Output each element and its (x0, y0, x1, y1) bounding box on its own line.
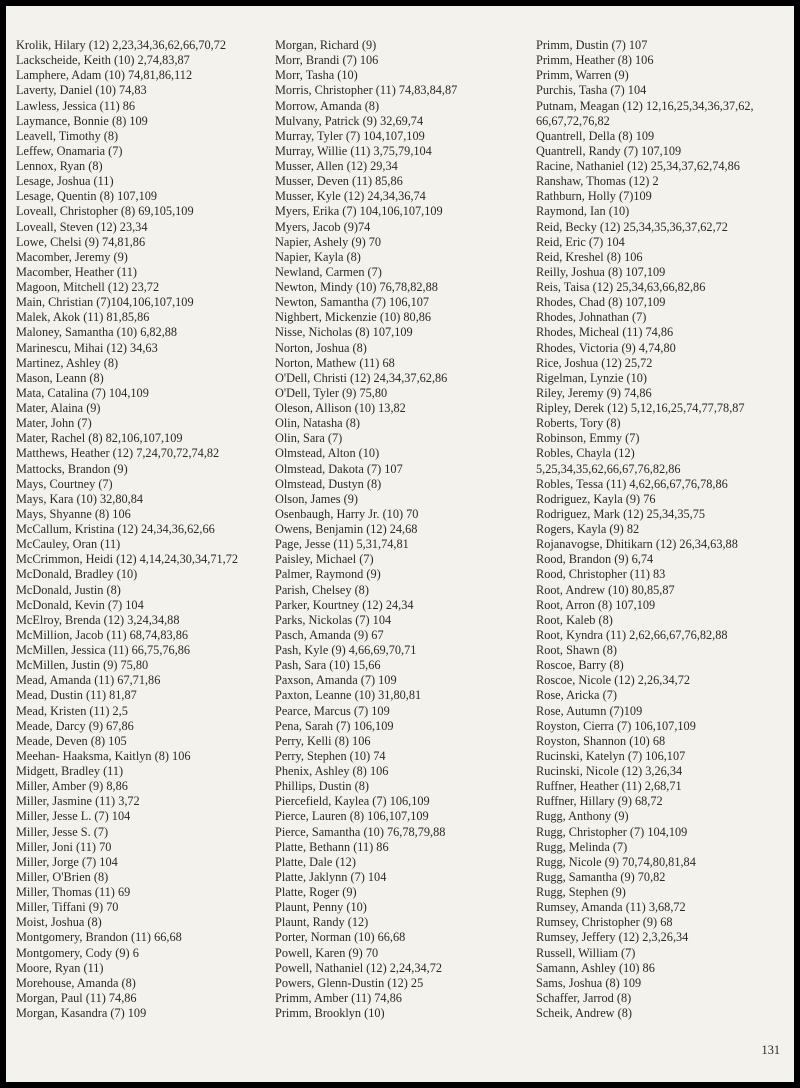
index-entry: Roberts, Tory (8) (536, 416, 621, 431)
index-entry: Napier, Kayla (8) (275, 249, 361, 264)
index-entry: Ranshaw, Thomas (12) 2 (536, 174, 659, 189)
index-entry: Olson, James (9) (275, 491, 358, 506)
index-entry: Page, Jesse (11) 5,31,74,81 (275, 537, 409, 552)
index-entry: Mater, John (7) (16, 416, 92, 431)
index-entry: Rodriguez, Mark (12) 25,34,35,75 (536, 506, 706, 521)
index-entry: McCauley, Oran (11) (16, 537, 121, 552)
index-entry: Meehan- Haaksma, Kaitlyn (8) 106 (16, 748, 191, 763)
index-entry: Morr, Tasha (10) (275, 68, 358, 83)
index-entry: Palmer, Raymond (9) (275, 567, 381, 582)
index-entry: Main, Christian (7)104,106,107,109 (16, 295, 194, 310)
index-entry: O'Dell, Tyler (9) 75,80 (275, 385, 388, 400)
index-entry: Montgomery, Cody (9) 6 (16, 945, 139, 960)
index-entry: Morgan, Richard (9) (275, 38, 377, 52)
index-entry: Miller, Thomas (11) 69 (16, 885, 131, 899)
index-entry: Rood, Brandon (9) 6,74 (536, 552, 654, 567)
index-entry: Plaunt, Randy (12) (275, 915, 369, 930)
index-entry: Rumsey, Amanda (11) 3,68,72 (536, 900, 686, 915)
index-entry: Musser, Deven (11) 85,86 (275, 174, 403, 189)
index-entry: Mater, Alaina (9) (16, 401, 101, 415)
index-entry: McDonald, Kevin (7) 104 (16, 597, 144, 612)
index-entry: Paisley, Michael (7) (275, 552, 374, 567)
index-entry: Pasch, Amanda (9) 67 (275, 627, 384, 642)
index-entry: Platte, Bethann (11) 86 (275, 839, 389, 854)
index-entry: Powell, Nathaniel (12) 2,24,34,72 (275, 960, 443, 975)
index-entry: Samann, Ashley (10) 86 (536, 960, 655, 975)
index-entry: Primm, Heather (8) 106 (536, 53, 654, 68)
index-entry: 66,67,72,76,82 (536, 113, 610, 128)
index-entry: Macomber, Heather (11) (16, 264, 137, 279)
index-entry: Musser, Allen (12) 29,34 (275, 159, 398, 173)
index-entry: McCallum, Kristina (12) 24,34,36,62,66 (16, 522, 215, 536)
index-entry: Pash, Kyle (9) 4,66,69,70,71 (275, 643, 417, 657)
index-entry: Pena, Sarah (7) 106,109 (275, 718, 394, 733)
index-entry: Meade, Darcy (9) 67,86 (16, 718, 134, 733)
index-entry: Miller, Jorge (7) 104 (16, 854, 118, 869)
index-entry: Roscoe, Nicole (12) 2,26,34,72 (536, 673, 691, 688)
index-entry: Quantrell, Della (8) 109 (536, 128, 655, 143)
index-entry: Ruffner, Hillary (9) 68,72 (536, 794, 663, 809)
index-entry: Platte, Roger (9) (275, 885, 357, 899)
index-entry: Rugg, Christopher (7) 104,109 (536, 824, 688, 839)
index-entry: Olmstead, Dustyn (8) (275, 476, 382, 491)
index-entry: Mason, Leann (8) (16, 370, 104, 385)
index-entry: Morgan, Paul (11) 74,86 (16, 990, 137, 1005)
index-entry: Moist, Joshua (8) (16, 915, 102, 930)
index-entry: Rodriguez, Kayla (9) 76 (536, 491, 656, 506)
index-entry: Phenix, Ashley (8) 106 (275, 764, 389, 778)
index-column-3 (536, 38, 754, 1021)
index-entry: Robles, Tessa (11) 4,62,66,67,76,78,86 (536, 476, 728, 491)
index-entry: Nighbert, Mickenzie (10) 80,86 (275, 310, 432, 325)
index-entry: Meade, Deven (8) 105 (16, 733, 127, 748)
index-entry: Rucinski, Katelyn (7) 106,107 (536, 748, 686, 763)
index-entry: Lennox, Ryan (8) (16, 159, 103, 173)
index-entry: Lackscheide, Keith (10) 2,74,83,87 (16, 53, 190, 68)
index-entry: Olin, Natasha (8) (275, 416, 361, 431)
index-entry: Maloney, Samantha (10) 6,82,88 (16, 325, 178, 340)
index-entry: McDonald, Justin (8) (16, 582, 121, 597)
index-entry: Myers, Jacob (9)74 (275, 219, 371, 234)
index-entry: Macomber, Jeremy (9) (16, 249, 128, 264)
index-entry: Morrow, Amanda (8) (275, 98, 380, 113)
index-entry: Plaunt, Penny (10) (275, 900, 367, 915)
index-entry: Reid, Eric (7) 104 (536, 234, 625, 249)
index-entry: Ripley, Derek (12) 5,12,16,25,74,77,78,87 (536, 401, 745, 415)
index-entry: Loveall, Steven (12) 23,34 (16, 219, 148, 234)
index-entry: Root, Kyndra (11) 2,62,66,67,76,82,88 (536, 627, 728, 642)
index-entry: Mead, Kristen (11) 2,5 (16, 703, 128, 718)
index-entry: Primm, Amber (11) 74,86 (275, 990, 402, 1005)
index-entry: Racine, Nathaniel (12) 25,34,37,62,74,86 (536, 159, 740, 173)
index-entry: Rathburn, Holly (7)109 (536, 189, 652, 204)
index-entry: Mays, Courtney (7) (16, 476, 113, 491)
index-entry: Lesage, Quentin (8) 107,109 (16, 189, 158, 204)
index-entry: Lamphere, Adam (10) 74,81,86,112 (16, 68, 193, 83)
index-entry: Purchis, Tasha (7) 104 (536, 83, 647, 98)
index-entry: Morehouse, Amanda (8) (16, 975, 136, 990)
index-entry: Rigelman, Lynzie (10) (536, 370, 647, 385)
index-entry: Morris, Christopher (11) 74,83,84,87 (275, 83, 458, 98)
index-entry: Piercefield, Kaylea (7) 106,109 (275, 794, 430, 809)
index-entry: Powers, Glenn-Dustin (12) 25 (275, 975, 424, 990)
index-entry: Matthews, Heather (12) 7,24,70,72,74,82 (16, 446, 220, 461)
index-entry: Parish, Chelsey (8) (275, 582, 369, 597)
index-entry: Perry, Stephen (10) 74 (275, 748, 386, 763)
index-entry: Olmstead, Alton (10) (275, 446, 380, 461)
index-entry: Lesage, Joshua (11) (16, 174, 114, 189)
index-entry: Mata, Catalina (7) 104,109 (16, 385, 149, 400)
index-entry: Reis, Taisa (12) 25,34,63,66,82,86 (536, 280, 706, 294)
index-entry: Royston, Cierra (7) 106,107,109 (536, 718, 696, 733)
index-entry: Mead, Dustin (11) 81,87 (16, 688, 137, 703)
index-entry: Miller, Jesse S. (7) (16, 824, 109, 839)
index-entry: Schaffer, Jarrod (8) (536, 990, 632, 1005)
index-entry: Marinescu, Mihai (12) 34,63 (16, 340, 158, 355)
index-entry: Perry, Kelli (8) 106 (275, 733, 371, 748)
index-entry: Midgett, Bradley (11) (16, 764, 124, 778)
index-entry: Myers, Erika (7) 104,106,107,109 (275, 204, 443, 219)
index-column-2 (275, 38, 457, 1021)
index-entry: Rugg, Melinda (7) (536, 839, 628, 854)
index-entry: Putnam, Meagan (12) 12,16,25,34,36,37,62, (536, 98, 754, 113)
index-entry: Osenbaugh, Harry Jr. (10) 70 (275, 506, 419, 521)
index-entry: Rumsey, Jeffery (12) 2,3,26,34 (536, 930, 689, 945)
index-entry: Rugg, Anthony (9) (536, 809, 629, 824)
index-entry: Russell, William (7) (536, 945, 636, 960)
page-number: 131 (761, 1043, 780, 1057)
index-entry: Root, Shawn (8) (536, 643, 617, 657)
index-entry: Morr, Brandi (7) 106 (275, 53, 379, 68)
index-entry: Mays, Shyanne (8) 106 (16, 506, 131, 521)
index-entry: Rose, Aricka (7) (536, 688, 617, 703)
index-entry: Musser, Kyle (12) 24,34,36,74 (275, 189, 426, 204)
index-entry: Phillips, Dustin (8) (275, 779, 369, 794)
index-entry: Rhodes, Victoria (9) 4,74,80 (536, 340, 676, 355)
index-entry: Montgomery, Brandon (11) 66,68 (16, 930, 182, 945)
index-entry: Rojanavogse, Dhitikarn (12) 26,34,63,88 (536, 537, 738, 552)
index-entry: Miller, Jesse L. (7) 104 (16, 809, 131, 824)
index-entry: Rugg, Stephen (9) (536, 885, 626, 899)
index-entry: Ruffner, Heather (11) 2,68,71 (536, 779, 682, 794)
index-entry: Rose, Autumn (7)109 (536, 703, 643, 718)
index-entry: Loveall, Christopher (8) 69,105,109 (16, 204, 194, 219)
index-entry: Miller, Tiffani (9) 70 (16, 900, 119, 915)
index-entry: Pearce, Marcus (7) 109 (275, 703, 390, 718)
index-entry: Reilly, Joshua (8) 107,109 (536, 264, 666, 279)
index-entry: Reid, Kreshel (8) 106 (536, 249, 643, 264)
index-entry: Scheik, Andrew (8) (536, 1006, 632, 1020)
index-entry: Platte, Jaklynn (7) 104 (275, 869, 387, 884)
index-entry: Rugg, Nicole (9) 70,74,80,81,84 (536, 854, 696, 869)
index-entry: Murray, Tyler (7) 104,107,109 (275, 128, 425, 143)
index-entry: Mattocks, Brandon (9) (16, 461, 128, 476)
index-entry: Paxton, Leanne (10) 31,80,81 (275, 688, 422, 703)
index-entry: Rhodes, Johnathan (7) (536, 310, 647, 325)
index-entry: McElroy, Brenda (12) 3,24,34,88 (16, 612, 180, 627)
index-entry: Mulvany, Patrick (9) 32,69,74 (275, 113, 424, 128)
index-entry: Magoon, Mitchell (12) 23,72 (16, 280, 160, 294)
index-entry: Krolik, Hilary (12) 2,23,34,36,62,66,70,72 (16, 38, 227, 52)
index-entry: 5,25,34,35,62,66,67,76,82,86 (536, 461, 681, 476)
index-entry: Lawless, Jessica (11) 86 (16, 98, 136, 113)
index-entry: Robinson, Emmy (7) (536, 431, 640, 446)
index-entry: Rood, Christopher (11) 83 (536, 567, 666, 582)
index-entry: Leffew, Onamaria (7) (16, 143, 123, 158)
index-entry: Newland, Carmen (7) (275, 264, 382, 279)
index-entry: Rice, Joshua (12) 25,72 (536, 355, 653, 370)
index-entry: McCrimmon, Heidi (12) 4,14,24,30,34,71,72 (16, 552, 239, 567)
index-entry: Laverty, Daniel (10) 74,83 (16, 83, 147, 98)
index-entry: Moore, Ryan (11) (16, 960, 104, 975)
index-entry: McMillen, Jessica (11) 66,75,76,86 (16, 643, 191, 657)
yearbook-index-page (6, 6, 794, 1082)
index-entry: Miller, O'Brien (8) (16, 869, 109, 884)
index-entry: Platte, Dale (12) (275, 854, 356, 869)
index-entry: Oleson, Allison (10) 13,82 (275, 401, 406, 415)
index-entry: Mead, Amanda (11) 67,71,86 (16, 673, 161, 688)
index-entry: Root, Arron (8) 107,109 (536, 597, 656, 612)
index-entry: Powell, Karen (9) 70 (275, 945, 379, 960)
index-entry: Mater, Rachel (8) 82,106,107,109 (16, 431, 183, 446)
index-entry: Root, Kaleb (8) (536, 612, 613, 627)
index-entry: Morgan, Kasandra (7) 109 (16, 1006, 147, 1020)
index-entry: Rumsey, Christopher (9) 68 (536, 915, 673, 930)
index-entry: Rhodes, Chad (8) 107,109 (536, 295, 666, 310)
index-entry: Parker, Kourtney (12) 24,34 (275, 597, 414, 612)
index-entry: Reid, Becky (12) 25,34,35,36,37,62,72 (536, 219, 728, 234)
index-entry: O'Dell, Christi (12) 24,34,37,62,86 (275, 370, 448, 385)
index-entry: Martinez, Ashley (8) (16, 355, 119, 370)
index-entry: Lowe, Chelsi (9) 74,81,86 (16, 234, 146, 249)
index-entry: Miller, Jasmine (11) 3,72 (16, 794, 140, 809)
index-entry: Raymond, Ian (10) (536, 204, 630, 219)
index-entry: Porter, Norman (10) 66,68 (275, 930, 406, 945)
index-entry: Olmstead, Dakota (7) 107 (275, 461, 403, 476)
index-entry: Owens, Benjamin (12) 24,68 (275, 522, 418, 536)
index-entry: Sams, Joshua (8) 109 (536, 975, 642, 990)
index-entry: Primm, Brooklyn (10) (275, 1006, 385, 1020)
index-entry: Pierce, Lauren (8) 106,107,109 (275, 809, 429, 824)
index-entry: Nisse, Nicholas (8) 107,109 (275, 325, 413, 340)
index-entry: Laymance, Bonnie (8) 109 (16, 113, 148, 128)
index-entry: Miller, Joni (11) 70 (16, 839, 112, 854)
index-entry: Miller, Amber (9) 8,86 (16, 779, 128, 794)
index-entry: Rugg, Samantha (9) 70,82 (536, 869, 666, 884)
index-entry: Norton, Joshua (8) (275, 340, 367, 355)
index-entry: Norton, Mathew (11) 68 (275, 355, 395, 370)
index-entry: Newton, Mindy (10) 76,78,82,88 (275, 280, 438, 294)
index-entry: Newton, Samantha (7) 106,107 (275, 295, 430, 310)
index-entry: Napier, Ashely (9) 70 (275, 234, 382, 249)
index-entry: Mays, Kara (10) 32,80,84 (16, 491, 144, 506)
index-entry: Primm, Warren (9) (536, 68, 629, 83)
index-entry: Parks, Nickolas (7) 104 (275, 612, 392, 627)
index-entry: Royston, Shannon (10) 68 (536, 733, 666, 748)
index-entry: Rucinski, Nicole (12) 3,26,34 (536, 764, 683, 778)
index-entry: Root, Andrew (10) 80,85,87 (536, 582, 675, 597)
index-entry: Quantrell, Randy (7) 107,109 (536, 143, 682, 158)
index-entry: McMillion, Jacob (11) 68,74,83,86 (16, 627, 189, 642)
index-entry: McDonald, Bradley (10) (16, 567, 138, 582)
index-entry: McMillen, Justin (9) 75,80 (16, 658, 149, 673)
index-entry: Malek, Akok (11) 81,85,86 (16, 310, 150, 325)
index-entry: Olin, Sara (7) (275, 431, 343, 446)
index-entry: Leavell, Timothy (8) (16, 128, 119, 143)
index-entry: Rogers, Kayla (9) 82 (536, 522, 640, 536)
index-entry: Pash, Sara (10) 15,66 (275, 658, 381, 673)
index-entry: Riley, Jeremy (9) 74,86 (536, 385, 652, 400)
index-entry: Rhodes, Micheal (11) 74,86 (536, 325, 674, 340)
index-entry: Primm, Dustin (7) 107 (536, 38, 648, 52)
index-column-1 (16, 38, 238, 1021)
index-entry: Robles, Chayla (12) (536, 446, 635, 461)
index-entry: Roscoe, Barry (8) (536, 658, 624, 673)
index-entry: Paxson, Amanda (7) 109 (275, 673, 397, 688)
index-entry: Pierce, Samantha (10) 76,78,79,88 (275, 824, 446, 839)
index-entry: Murray, Willie (11) 3,75,79,104 (275, 143, 432, 158)
